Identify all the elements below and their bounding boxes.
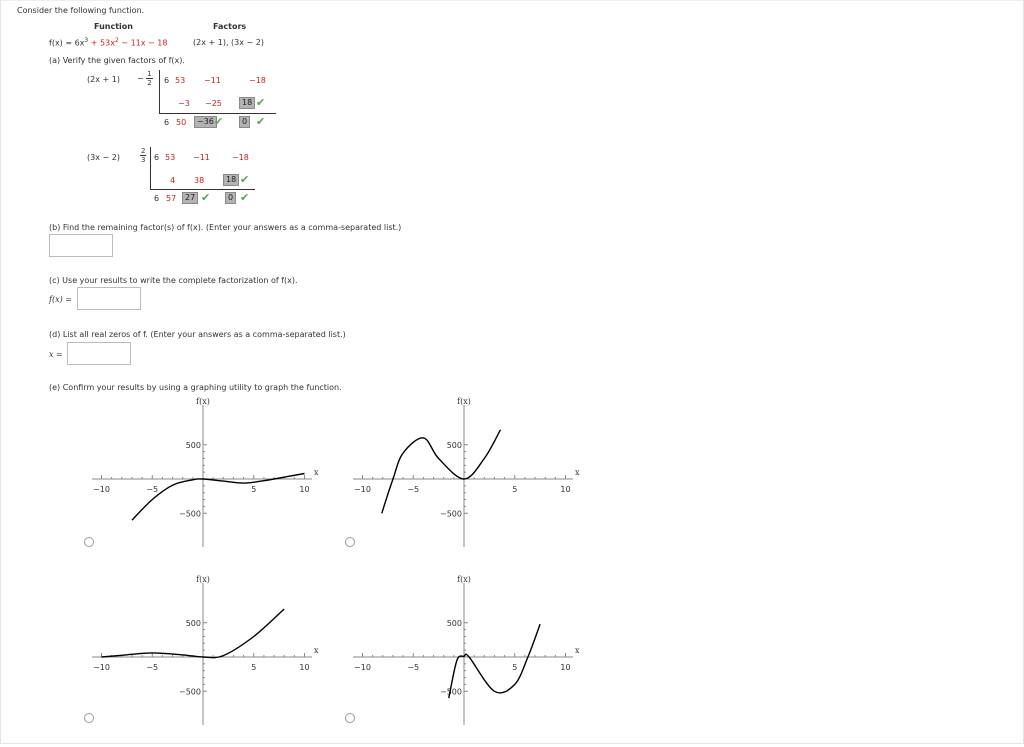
div2-product: 4: [170, 176, 176, 185]
x-tick-label: −5: [146, 485, 159, 494]
x-tick-label: −10: [354, 485, 371, 494]
col-function-header: Function: [94, 22, 133, 31]
x-tick-label: 5: [512, 485, 518, 494]
div1-product-answer: 18: [239, 97, 255, 109]
y-tick-label: 500: [446, 440, 462, 450]
div2-coef: −11: [193, 153, 210, 162]
y-tick-label: 500: [185, 618, 201, 628]
y-tick-label: −500: [179, 509, 201, 519]
x-tick-label: −10: [93, 663, 110, 672]
div1-coef: 6: [164, 76, 170, 85]
div2-divisor: $\frac{2}{3}$: [141, 147, 146, 164]
x-tick-label: −5: [407, 485, 420, 494]
div2-result-answer: 27: [182, 192, 198, 204]
x-tick-label: −10: [354, 663, 371, 672]
correct-check-icon: ✔: [256, 115, 266, 128]
div2-factor: (3x − 2): [87, 153, 120, 162]
x-tick-label: 10: [560, 485, 571, 494]
div1-bracket: [159, 70, 160, 114]
x-tick-label: −5: [407, 663, 420, 672]
x-tick-label: 10: [560, 663, 571, 672]
part-a-label: (a) Verify the given factors of f(x).: [49, 56, 185, 65]
y-axis-label: f(x): [196, 575, 210, 584]
div2-product-answer: 18: [223, 174, 239, 186]
x-tick-label: −5: [146, 663, 159, 672]
y-tick-label: −500: [440, 687, 462, 697]
intro-text: Consider the following function.: [17, 6, 145, 15]
part-b-label: (b) Find the remaining factor(s) of f(x). (Enter your answers as a comma-separated list.): [49, 223, 402, 232]
div2-remainder-answer: 0: [225, 192, 236, 204]
div1-result-answer: −36: [194, 116, 217, 128]
div1-divisor: − $\frac{1}{2}$: [137, 70, 152, 87]
div2-product: 38: [194, 176, 205, 185]
zeros-input[interactable]: [67, 342, 131, 365]
factors-list: (2x + 1), (3x − 2): [193, 38, 264, 47]
y-tick-label: 500: [185, 440, 201, 450]
div2-result: 57: [166, 194, 177, 203]
x-tick-label: 5: [251, 485, 257, 494]
x-axis-label: x: [575, 468, 580, 477]
function-curve: [382, 430, 501, 514]
div2-coef: −18: [232, 153, 249, 162]
x-axis-label: x: [575, 646, 580, 655]
part-c-label: (c) Use your results to write the complete factorization of f(x).: [49, 276, 298, 285]
correct-check-icon: ✔: [214, 115, 224, 128]
correct-check-icon: ✔: [240, 173, 250, 186]
correct-check-icon: ✔: [201, 191, 211, 204]
y-axis-label: f(x): [457, 397, 471, 406]
div1-result: 6: [164, 118, 170, 127]
correct-check-icon: ✔: [256, 96, 266, 109]
x-tick-label: 10: [299, 485, 310, 494]
function-curve: [449, 624, 540, 698]
div1-coef: −18: [249, 76, 266, 85]
part-e-label: (e) Confirm your results by using a graphing utility to graph the function.: [49, 383, 342, 392]
div2-result-line: [150, 189, 255, 190]
function-curve: [102, 609, 285, 658]
div1-coef: 53: [175, 76, 186, 85]
x-axis-label: x: [314, 468, 319, 477]
x-tick-label: 5: [251, 663, 257, 672]
graph-option-4[interactable]: [353, 573, 583, 725]
x-tick-label: −10: [93, 485, 110, 494]
y-axis-label: f(x): [457, 575, 471, 584]
y-tick-label: −500: [440, 509, 462, 519]
factorization-prefix: f(x) =: [49, 295, 72, 304]
div1-result-line: [159, 113, 276, 114]
correct-check-icon: ✔: [240, 191, 250, 204]
div1-coef: −11: [204, 76, 221, 85]
zeros-prefix: x =: [49, 350, 63, 359]
remaining-factors-input[interactable]: [49, 234, 113, 257]
graph-option-1[interactable]: [92, 395, 322, 547]
y-tick-label: −500: [179, 687, 201, 697]
div2-result: 6: [154, 194, 160, 203]
x-tick-label: 10: [299, 663, 310, 672]
div1-product: −3: [178, 99, 190, 108]
factorization-input[interactable]: [77, 287, 141, 310]
col-factors-header: Factors: [213, 22, 247, 31]
graph-option-3[interactable]: [92, 573, 322, 725]
div2-bracket: [150, 147, 151, 190]
x-axis-label: x: [314, 646, 319, 655]
function-expression: $f(x) = 6x^3 + 53x^2 - 11x - 18$: [49, 37, 168, 48]
part-d-label: (d) List all real zeros of f. (Enter your answers as a comma-separated list.): [49, 330, 346, 339]
function-curve: [132, 474, 305, 521]
graph-option-2[interactable]: [353, 395, 583, 547]
div2-coef: 53: [165, 153, 176, 162]
div1-result: 50: [176, 118, 187, 127]
x-tick-label: 5: [512, 663, 518, 672]
div1-remainder-answer: 0: [239, 116, 250, 128]
div1-factor: (2x + 1): [87, 75, 120, 84]
y-axis-label: f(x): [196, 397, 210, 406]
y-tick-label: 500: [446, 618, 462, 628]
div2-coef: 6: [154, 153, 160, 162]
div1-product: −25: [205, 99, 222, 108]
